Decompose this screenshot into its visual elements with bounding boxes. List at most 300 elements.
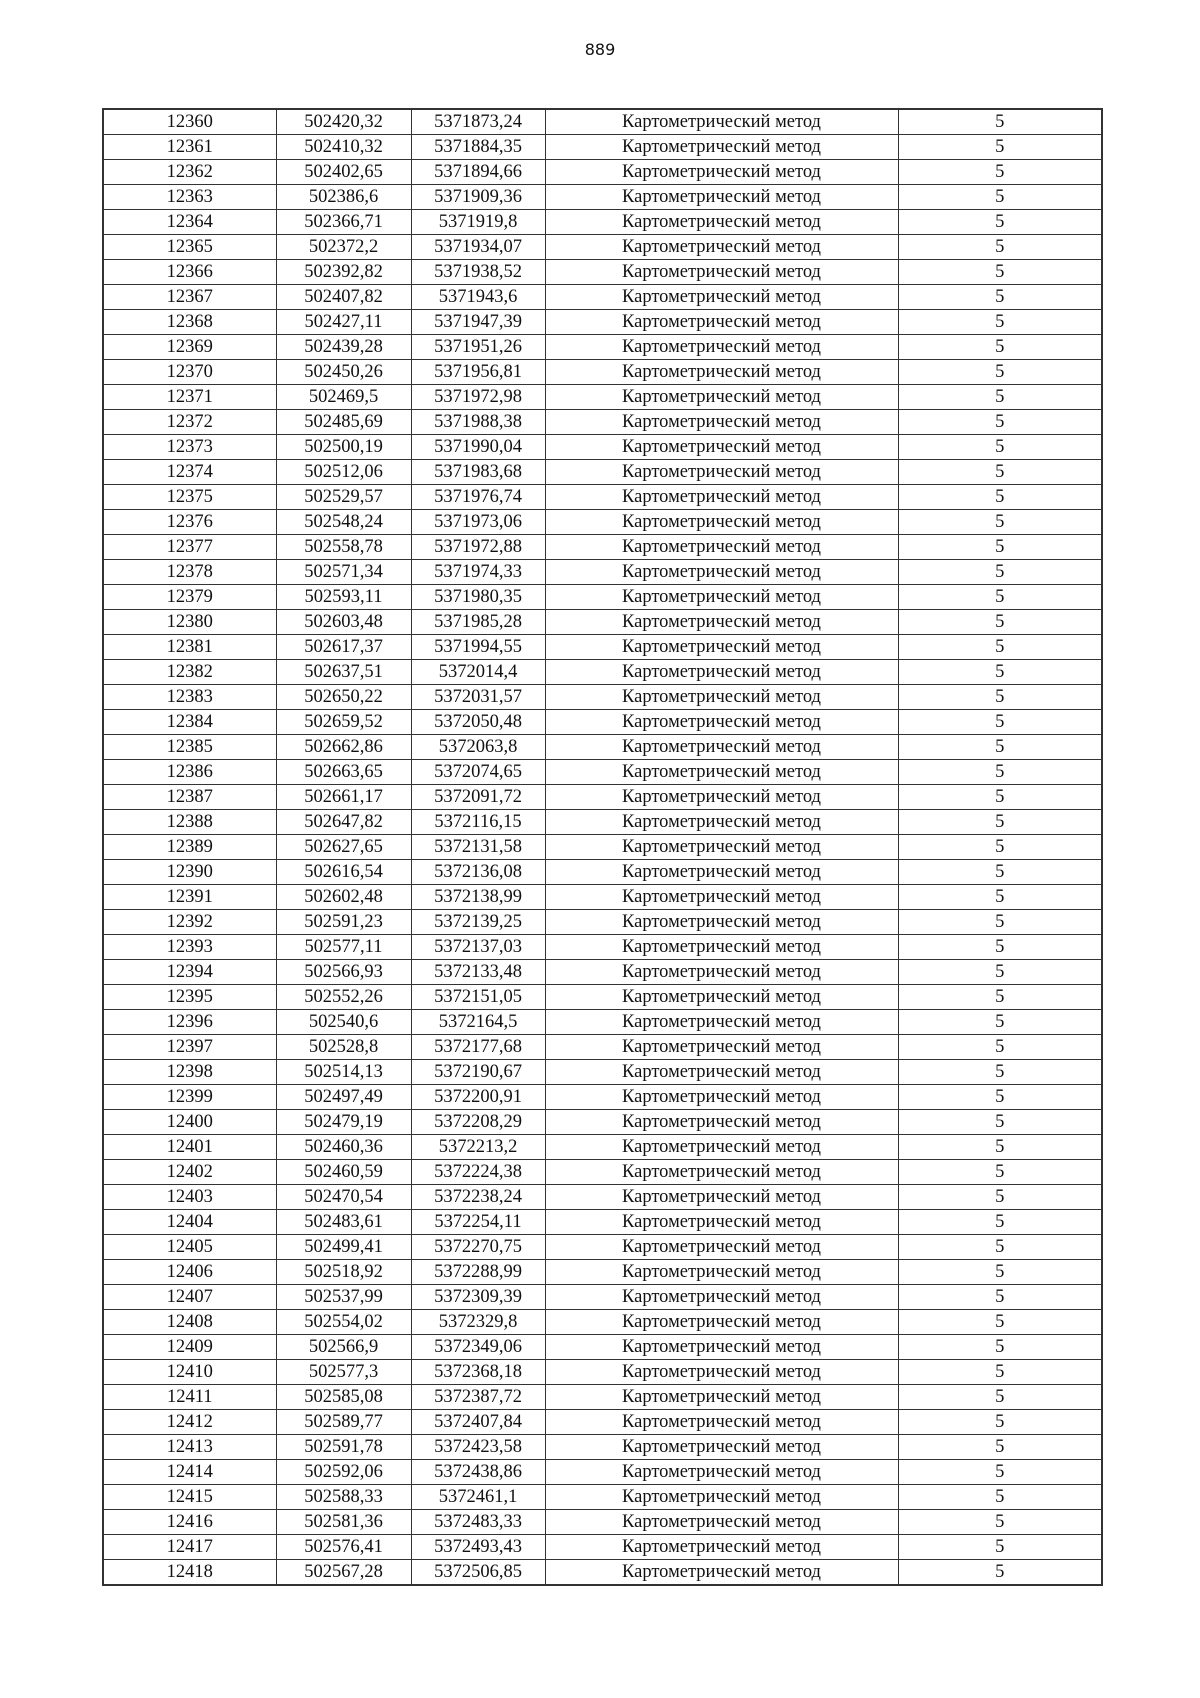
point-number-cell: 12366 <box>103 260 276 285</box>
x-coordinate-cell: 502627,65 <box>276 835 411 860</box>
method-cell: Картометрический метод <box>545 1085 898 1110</box>
y-coordinate-cell: 5372200,91 <box>411 1085 545 1110</box>
accuracy-cell: 5 <box>898 635 1102 660</box>
method-cell: Картометрический метод <box>545 1485 898 1510</box>
table-row <box>103 585 1102 610</box>
point-number-cell: 12370 <box>103 360 276 385</box>
y-coordinate-cell: 5371994,55 <box>411 635 545 660</box>
x-coordinate-cell: 502528,8 <box>276 1035 411 1060</box>
y-coordinate-cell: 5372091,72 <box>411 785 545 810</box>
y-coordinate-cell: 5372254,11 <box>411 1210 545 1235</box>
y-coordinate-cell: 5371972,98 <box>411 385 545 410</box>
method-cell: Картометрический метод <box>545 1035 898 1060</box>
x-coordinate-cell: 502581,36 <box>276 1510 411 1535</box>
table-row <box>103 285 1102 310</box>
x-coordinate-cell: 502460,36 <box>276 1135 411 1160</box>
table-row <box>103 1135 1102 1160</box>
x-coordinate-cell: 502591,23 <box>276 910 411 935</box>
y-coordinate-cell: 5371974,33 <box>411 560 545 585</box>
accuracy-cell: 5 <box>898 1110 1102 1135</box>
accuracy-cell: 5 <box>898 535 1102 560</box>
point-number-cell: 12416 <box>103 1510 276 1535</box>
point-number-cell: 12363 <box>103 185 276 210</box>
table-row <box>103 109 1102 135</box>
method-cell: Картометрический метод <box>545 1160 898 1185</box>
y-coordinate-cell: 5371943,6 <box>411 285 545 310</box>
x-coordinate-cell: 502589,77 <box>276 1410 411 1435</box>
method-cell: Картометрический метод <box>545 910 898 935</box>
x-coordinate-cell: 502558,78 <box>276 535 411 560</box>
y-coordinate-cell: 5372461,1 <box>411 1485 545 1510</box>
y-coordinate-cell: 5371980,35 <box>411 585 545 610</box>
table-row <box>103 1010 1102 1035</box>
y-coordinate-cell: 5372224,38 <box>411 1160 545 1185</box>
method-cell: Картометрический метод <box>545 1135 898 1160</box>
y-coordinate-cell: 5372177,68 <box>411 1035 545 1060</box>
table-row <box>103 235 1102 260</box>
point-number-cell: 12396 <box>103 1010 276 1035</box>
x-coordinate-cell: 502540,6 <box>276 1010 411 1035</box>
point-number-cell: 12406 <box>103 1260 276 1285</box>
x-coordinate-cell: 502552,26 <box>276 985 411 1010</box>
accuracy-cell: 5 <box>898 310 1102 335</box>
table-row <box>103 160 1102 185</box>
x-coordinate-cell: 502386,6 <box>276 185 411 210</box>
accuracy-cell: 5 <box>898 1560 1102 1586</box>
table-row <box>103 1085 1102 1110</box>
point-number-cell: 12365 <box>103 235 276 260</box>
table-row <box>103 535 1102 560</box>
point-number-cell: 12410 <box>103 1360 276 1385</box>
method-cell: Картометрический метод <box>545 1010 898 1035</box>
y-coordinate-cell: 5371884,35 <box>411 135 545 160</box>
y-coordinate-cell: 5372423,58 <box>411 1435 545 1460</box>
x-coordinate-cell: 502514,13 <box>276 1060 411 1085</box>
accuracy-cell: 5 <box>898 285 1102 310</box>
y-coordinate-cell: 5372213,2 <box>411 1135 545 1160</box>
method-cell: Картометрический метод <box>545 1235 898 1260</box>
method-cell: Картометрический метод <box>545 635 898 660</box>
y-coordinate-cell: 5372074,65 <box>411 760 545 785</box>
point-number-cell: 12407 <box>103 1285 276 1310</box>
accuracy-cell: 5 <box>898 885 1102 910</box>
method-cell: Картометрический метод <box>545 185 898 210</box>
y-coordinate-cell: 5372438,86 <box>411 1460 545 1485</box>
accuracy-cell: 5 <box>898 1185 1102 1210</box>
point-number-cell: 12383 <box>103 685 276 710</box>
table-row <box>103 1385 1102 1410</box>
point-number-cell: 12404 <box>103 1210 276 1235</box>
table-row <box>103 1460 1102 1485</box>
x-coordinate-cell: 502566,93 <box>276 960 411 985</box>
y-coordinate-cell: 5372139,25 <box>411 910 545 935</box>
method-cell: Картометрический метод <box>545 1285 898 1310</box>
table-row <box>103 485 1102 510</box>
accuracy-cell: 5 <box>898 1335 1102 1360</box>
method-cell: Картометрический метод <box>545 485 898 510</box>
method-cell: Картометрический метод <box>545 1185 898 1210</box>
table-row <box>103 1335 1102 1360</box>
method-cell: Картометрический метод <box>545 285 898 310</box>
point-number-cell: 12377 <box>103 535 276 560</box>
point-number-cell: 12392 <box>103 910 276 935</box>
table-row <box>103 410 1102 435</box>
point-number-cell: 12372 <box>103 410 276 435</box>
point-number-cell: 12386 <box>103 760 276 785</box>
accuracy-cell: 5 <box>898 1485 1102 1510</box>
x-coordinate-cell: 502420,32 <box>276 109 411 135</box>
table-row <box>103 1060 1102 1085</box>
method-cell: Картометрический метод <box>545 460 898 485</box>
y-coordinate-cell: 5371873,24 <box>411 109 545 135</box>
accuracy-cell: 5 <box>898 360 1102 385</box>
point-number-cell: 12389 <box>103 835 276 860</box>
method-cell: Картометрический метод <box>545 1260 898 1285</box>
method-cell: Картометрический метод <box>545 109 898 135</box>
method-cell: Картометрический метод <box>545 885 898 910</box>
x-coordinate-cell: 502483,61 <box>276 1210 411 1235</box>
method-cell: Картометрический метод <box>545 1385 898 1410</box>
y-coordinate-cell: 5371934,07 <box>411 235 545 260</box>
point-number-cell: 12390 <box>103 860 276 885</box>
table-row <box>103 1510 1102 1535</box>
x-coordinate-cell: 502616,54 <box>276 860 411 885</box>
method-cell: Картометрический метод <box>545 535 898 560</box>
method-cell: Картометрический метод <box>545 210 898 235</box>
y-coordinate-cell: 5371947,39 <box>411 310 545 335</box>
point-number-cell: 12413 <box>103 1435 276 1460</box>
x-coordinate-cell: 502661,17 <box>276 785 411 810</box>
table-row <box>103 710 1102 735</box>
point-number-cell: 12367 <box>103 285 276 310</box>
x-coordinate-cell: 502518,92 <box>276 1260 411 1285</box>
accuracy-cell: 5 <box>898 510 1102 535</box>
point-number-cell: 12381 <box>103 635 276 660</box>
accuracy-cell: 5 <box>898 1210 1102 1235</box>
table-row <box>103 560 1102 585</box>
table-row <box>103 1360 1102 1385</box>
table-row <box>103 1160 1102 1185</box>
method-cell: Картометрический метод <box>545 1110 898 1135</box>
method-cell: Картометрический метод <box>545 1460 898 1485</box>
x-coordinate-cell: 502497,49 <box>276 1085 411 1110</box>
accuracy-cell: 5 <box>898 860 1102 885</box>
y-coordinate-cell: 5371976,74 <box>411 485 545 510</box>
method-cell: Картометрический метод <box>545 560 898 585</box>
y-coordinate-cell: 5372270,75 <box>411 1235 545 1260</box>
accuracy-cell: 5 <box>898 835 1102 860</box>
y-coordinate-cell: 5371938,52 <box>411 260 545 285</box>
point-number-cell: 12399 <box>103 1085 276 1110</box>
accuracy-cell: 5 <box>898 1035 1102 1060</box>
point-number-cell: 12373 <box>103 435 276 460</box>
accuracy-cell: 5 <box>898 660 1102 685</box>
x-coordinate-cell: 502500,19 <box>276 435 411 460</box>
table-row <box>103 1485 1102 1510</box>
method-cell: Картометрический метод <box>545 810 898 835</box>
table-row <box>103 885 1102 910</box>
point-number-cell: 12376 <box>103 510 276 535</box>
point-number-cell: 12391 <box>103 885 276 910</box>
accuracy-cell: 5 <box>898 1360 1102 1385</box>
point-number-cell: 12408 <box>103 1310 276 1335</box>
x-coordinate-cell: 502450,26 <box>276 360 411 385</box>
point-number-cell: 12388 <box>103 810 276 835</box>
method-cell: Картометрический метод <box>545 385 898 410</box>
accuracy-cell: 5 <box>898 109 1102 135</box>
y-coordinate-cell: 5371951,26 <box>411 335 545 360</box>
accuracy-cell: 5 <box>898 335 1102 360</box>
y-coordinate-cell: 5372136,08 <box>411 860 545 885</box>
table-row <box>103 635 1102 660</box>
accuracy-cell: 5 <box>898 1435 1102 1460</box>
method-cell: Картометрический метод <box>545 1535 898 1560</box>
point-number-cell: 12397 <box>103 1035 276 1060</box>
accuracy-cell: 5 <box>898 460 1102 485</box>
y-coordinate-cell: 5372349,06 <box>411 1335 545 1360</box>
x-coordinate-cell: 502372,2 <box>276 235 411 260</box>
method-cell: Картометрический метод <box>545 1210 898 1235</box>
x-coordinate-cell: 502650,22 <box>276 685 411 710</box>
method-cell: Картометрический метод <box>545 660 898 685</box>
x-coordinate-cell: 502479,19 <box>276 1110 411 1135</box>
x-coordinate-cell: 502470,54 <box>276 1185 411 1210</box>
method-cell: Картометрический метод <box>545 960 898 985</box>
table-row <box>103 1560 1102 1586</box>
y-coordinate-cell: 5372407,84 <box>411 1410 545 1435</box>
x-coordinate-cell: 502499,41 <box>276 1235 411 1260</box>
table-row <box>103 910 1102 935</box>
accuracy-cell: 5 <box>898 210 1102 235</box>
x-coordinate-cell: 502469,5 <box>276 385 411 410</box>
y-coordinate-cell: 5371909,36 <box>411 185 545 210</box>
table-row <box>103 1035 1102 1060</box>
table-row <box>103 810 1102 835</box>
x-coordinate-cell: 502529,57 <box>276 485 411 510</box>
point-number-cell: 12362 <box>103 160 276 185</box>
point-number-cell: 12371 <box>103 385 276 410</box>
point-number-cell: 12405 <box>103 1235 276 1260</box>
x-coordinate-cell: 502577,11 <box>276 935 411 960</box>
accuracy-cell: 5 <box>898 1060 1102 1085</box>
accuracy-cell: 5 <box>898 1085 1102 1110</box>
table-row <box>103 1185 1102 1210</box>
y-coordinate-cell: 5372137,03 <box>411 935 545 960</box>
table-row <box>103 835 1102 860</box>
x-coordinate-cell: 502593,11 <box>276 585 411 610</box>
accuracy-cell: 5 <box>898 135 1102 160</box>
y-coordinate-cell: 5372387,72 <box>411 1385 545 1410</box>
method-cell: Картометрический метод <box>545 685 898 710</box>
y-coordinate-cell: 5372483,33 <box>411 1510 545 1535</box>
point-number-cell: 12418 <box>103 1560 276 1586</box>
table-row <box>103 460 1102 485</box>
point-number-cell: 12382 <box>103 660 276 685</box>
x-coordinate-cell: 502566,9 <box>276 1335 411 1360</box>
accuracy-cell: 5 <box>898 1460 1102 1485</box>
y-coordinate-cell: 5371990,04 <box>411 435 545 460</box>
table-row <box>103 1110 1102 1135</box>
y-coordinate-cell: 5372493,43 <box>411 1535 545 1560</box>
y-coordinate-cell: 5372329,8 <box>411 1310 545 1335</box>
method-cell: Картометрический метод <box>545 710 898 735</box>
y-coordinate-cell: 5371919,8 <box>411 210 545 235</box>
accuracy-cell: 5 <box>898 260 1102 285</box>
y-coordinate-cell: 5372309,39 <box>411 1285 545 1310</box>
x-coordinate-cell: 502366,71 <box>276 210 411 235</box>
point-number-cell: 12379 <box>103 585 276 610</box>
x-coordinate-cell: 502427,11 <box>276 310 411 335</box>
accuracy-cell: 5 <box>898 485 1102 510</box>
point-number-cell: 12393 <box>103 935 276 960</box>
y-coordinate-cell: 5372116,15 <box>411 810 545 835</box>
y-coordinate-cell: 5371894,66 <box>411 160 545 185</box>
x-coordinate-cell: 502592,06 <box>276 1460 411 1485</box>
method-cell: Картометрический метод <box>545 985 898 1010</box>
accuracy-cell: 5 <box>898 810 1102 835</box>
table-row <box>103 1535 1102 1560</box>
y-coordinate-cell: 5372190,67 <box>411 1060 545 1085</box>
accuracy-cell: 5 <box>898 960 1102 985</box>
y-coordinate-cell: 5371956,81 <box>411 360 545 385</box>
y-coordinate-cell: 5372238,24 <box>411 1185 545 1210</box>
accuracy-cell: 5 <box>898 985 1102 1010</box>
point-number-cell: 12385 <box>103 735 276 760</box>
point-number-cell: 12361 <box>103 135 276 160</box>
x-coordinate-cell: 502576,41 <box>276 1535 411 1560</box>
accuracy-cell: 5 <box>898 685 1102 710</box>
table-row <box>103 685 1102 710</box>
accuracy-cell: 5 <box>898 185 1102 210</box>
accuracy-cell: 5 <box>898 710 1102 735</box>
table-row <box>103 435 1102 460</box>
x-coordinate-cell: 502603,48 <box>276 610 411 635</box>
table-row <box>103 1235 1102 1260</box>
accuracy-cell: 5 <box>898 410 1102 435</box>
method-cell: Картометрический метод <box>545 610 898 635</box>
method-cell: Картометрический метод <box>545 935 898 960</box>
method-cell: Картометрический метод <box>545 1060 898 1085</box>
table-row <box>103 260 1102 285</box>
method-cell: Картометрический метод <box>545 310 898 335</box>
point-number-cell: 12398 <box>103 1060 276 1085</box>
y-coordinate-cell: 5371988,38 <box>411 410 545 435</box>
method-cell: Картометрический метод <box>545 335 898 360</box>
x-coordinate-cell: 502407,82 <box>276 285 411 310</box>
x-coordinate-cell: 502410,32 <box>276 135 411 160</box>
table-row <box>103 1285 1102 1310</box>
accuracy-cell: 5 <box>898 610 1102 635</box>
page-number: 889 <box>584 40 616 59</box>
table-row <box>103 310 1102 335</box>
y-coordinate-cell: 5372031,57 <box>411 685 545 710</box>
point-number-cell: 12394 <box>103 960 276 985</box>
y-coordinate-cell: 5372506,85 <box>411 1560 545 1586</box>
method-cell: Картометрический метод <box>545 160 898 185</box>
y-coordinate-cell: 5372288,99 <box>411 1260 545 1285</box>
y-coordinate-cell: 5371983,68 <box>411 460 545 485</box>
x-coordinate-cell: 502591,78 <box>276 1435 411 1460</box>
accuracy-cell: 5 <box>898 1385 1102 1410</box>
y-coordinate-cell: 5372063,8 <box>411 735 545 760</box>
method-cell: Картометрический метод <box>545 1310 898 1335</box>
point-number-cell: 12368 <box>103 310 276 335</box>
table-row <box>103 185 1102 210</box>
accuracy-cell: 5 <box>898 1310 1102 1335</box>
accuracy-cell: 5 <box>898 935 1102 960</box>
table-row <box>103 735 1102 760</box>
table-row <box>103 385 1102 410</box>
point-number-cell: 12364 <box>103 210 276 235</box>
x-coordinate-cell: 502659,52 <box>276 710 411 735</box>
y-coordinate-cell: 5372151,05 <box>411 985 545 1010</box>
table-row <box>103 935 1102 960</box>
point-number-cell: 12402 <box>103 1160 276 1185</box>
point-number-cell: 12378 <box>103 560 276 585</box>
accuracy-cell: 5 <box>898 1410 1102 1435</box>
accuracy-cell: 5 <box>898 160 1102 185</box>
x-coordinate-cell: 502402,65 <box>276 160 411 185</box>
y-coordinate-cell: 5372133,48 <box>411 960 545 985</box>
point-number-cell: 12374 <box>103 460 276 485</box>
point-number-cell: 12360 <box>103 109 276 135</box>
method-cell: Картометрический метод <box>545 860 898 885</box>
method-cell: Картометрический метод <box>545 260 898 285</box>
accuracy-cell: 5 <box>898 385 1102 410</box>
table-row <box>103 1260 1102 1285</box>
point-number-cell: 12414 <box>103 1460 276 1485</box>
method-cell: Картометрический метод <box>545 760 898 785</box>
accuracy-cell: 5 <box>898 1535 1102 1560</box>
accuracy-cell: 5 <box>898 1285 1102 1310</box>
accuracy-cell: 5 <box>898 1010 1102 1035</box>
accuracy-cell: 5 <box>898 785 1102 810</box>
accuracy-cell: 5 <box>898 735 1102 760</box>
table-row <box>103 210 1102 235</box>
method-cell: Картометрический метод <box>545 785 898 810</box>
y-coordinate-cell: 5372138,99 <box>411 885 545 910</box>
point-number-cell: 12412 <box>103 1410 276 1435</box>
method-cell: Картометрический метод <box>545 835 898 860</box>
table-row <box>103 785 1102 810</box>
table-row <box>103 760 1102 785</box>
table-row <box>103 1435 1102 1460</box>
point-number-cell: 12380 <box>103 610 276 635</box>
method-cell: Картометрический метод <box>545 235 898 260</box>
point-number-cell: 12401 <box>103 1135 276 1160</box>
accuracy-cell: 5 <box>898 1235 1102 1260</box>
point-number-cell: 12384 <box>103 710 276 735</box>
x-coordinate-cell: 502460,59 <box>276 1160 411 1185</box>
method-cell: Картометрический метод <box>545 510 898 535</box>
table-row <box>103 610 1102 635</box>
table-row <box>103 960 1102 985</box>
accuracy-cell: 5 <box>898 1260 1102 1285</box>
y-coordinate-cell: 5371973,06 <box>411 510 545 535</box>
method-cell: Картометрический метод <box>545 1435 898 1460</box>
point-number-cell: 12395 <box>103 985 276 1010</box>
accuracy-cell: 5 <box>898 585 1102 610</box>
point-number-cell: 12387 <box>103 785 276 810</box>
x-coordinate-cell: 502617,37 <box>276 635 411 660</box>
x-coordinate-cell: 502485,69 <box>276 410 411 435</box>
y-coordinate-cell: 5371985,28 <box>411 610 545 635</box>
method-cell: Картометрический метод <box>545 360 898 385</box>
x-coordinate-cell: 502392,82 <box>276 260 411 285</box>
y-coordinate-cell: 5372368,18 <box>411 1360 545 1385</box>
method-cell: Картометрический метод <box>545 735 898 760</box>
method-cell: Картометрический метод <box>545 135 898 160</box>
